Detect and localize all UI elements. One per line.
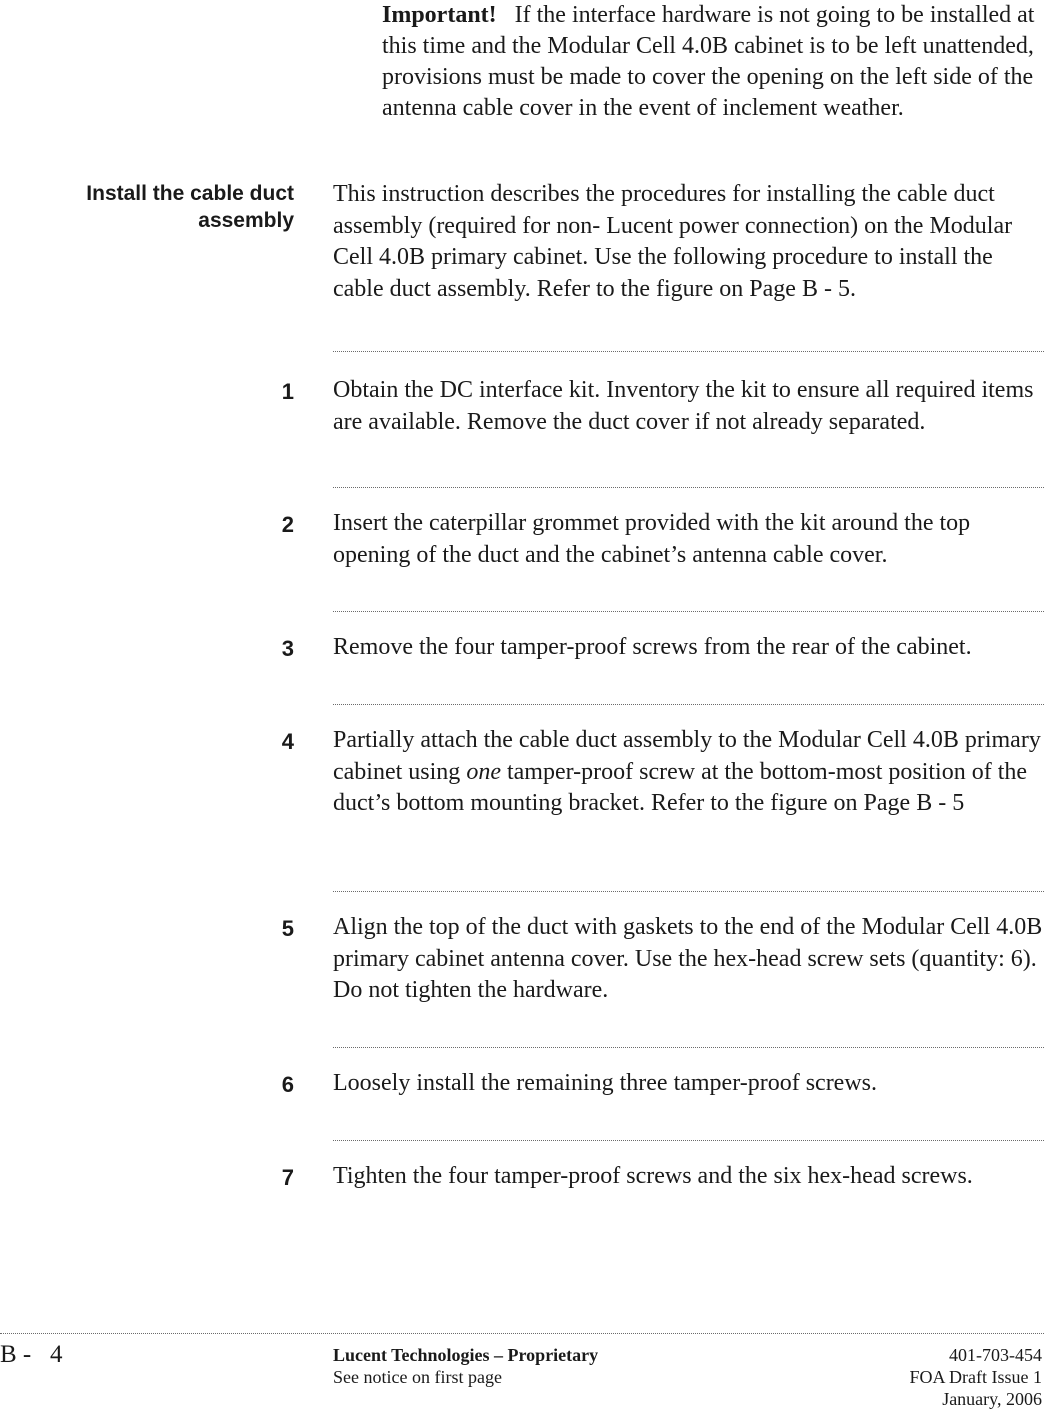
footer-date: January, 2006 bbox=[942, 1389, 1042, 1409]
step-divider bbox=[333, 1047, 1044, 1048]
step-number-2: 2 bbox=[281, 512, 294, 537]
step-number-7: 7 bbox=[281, 1165, 294, 1190]
step-text-3: Remove the four tamper-proof screws from the rear of the cabinet. bbox=[333, 634, 972, 660]
step-divider bbox=[333, 611, 1044, 612]
step-divider bbox=[333, 487, 1044, 488]
step-number-3: 3 bbox=[281, 636, 294, 661]
step-divider bbox=[333, 351, 1044, 352]
footer-proprietary: Lucent Technologies – Proprietary bbox=[333, 1345, 599, 1365]
step-number-1: 1 bbox=[281, 379, 294, 404]
footer-center bbox=[333, 1344, 598, 1388]
footer-divider bbox=[0, 1333, 1044, 1334]
page-number: B - 4 bbox=[0, 1341, 63, 1368]
footer-right bbox=[910, 1344, 1043, 1410]
section-heading-line1: Install the cable duct bbox=[86, 182, 294, 205]
step-4-emphasis: one bbox=[466, 758, 501, 785]
footer-doc-number: 401-703-454 bbox=[949, 1345, 1042, 1365]
footer-notice: See notice on first page bbox=[333, 1367, 502, 1387]
step-number-5: 5 bbox=[281, 916, 294, 941]
section-heading-line2: assembly bbox=[198, 209, 294, 232]
step-number-6: 6 bbox=[281, 1072, 294, 1097]
step-divider bbox=[333, 891, 1044, 892]
step-text-5: Align the top of the duct with gaskets to the end of the Modular Cell 4.0B primary cabinet antenna cover. Use the hex-head screw sets (quantity: 6). Do not tighten the hardware. bbox=[333, 914, 1043, 1003]
step-4-text-before: Partially attach the cable duct assembly to the Modular Cell 4.0B primary cabinet using bbox=[333, 727, 1041, 785]
important-text: If the interface hardware is not going to be installed at this time and the Modular Cell 4.0B cabinet is to be left unattended, provisions must be made to cover the opening on the left side of the antenna cable cover in the event of inclement weather. bbox=[382, 2, 1035, 121]
step-text-1: Obtain the DC interface kit. Inventory the kit to ensure all required items are available. Remove the duct cover if not already separated. bbox=[333, 377, 1034, 435]
important-note bbox=[382, 0, 1042, 124]
important-label: Important! bbox=[382, 2, 497, 28]
step-4-text-after: tamper-proof screw at the bottom-most position of the duct’s bottom mounting bracket. Refer to the figure on Page B - 5 bbox=[333, 758, 1028, 816]
footer-issue: FOA Draft Issue 1 bbox=[909, 1367, 1042, 1387]
step-text-4 bbox=[333, 725, 1043, 820]
step-divider bbox=[333, 704, 1044, 705]
step-text-2: Insert the caterpillar grommet provided with the kit around the top opening of the duct and the cabinet’s antenna cable cover. bbox=[333, 510, 971, 568]
step-text-7: Tighten the four tamper-proof screws and the six hex-head screws. bbox=[333, 1163, 973, 1189]
step-text-6: Loosely install the remaining three tamper-proof screws. bbox=[333, 1070, 878, 1096]
section-heading bbox=[0, 180, 294, 234]
step-divider bbox=[333, 1140, 1044, 1141]
section-intro: This instruction describes the procedures for installing the cable duct assembly (required for non- Lucent power connection) on the Modular Cell 4.0B primary cabinet. Use the following procedure to install the cable duct assembly. Refer to the figure on Page B - 5. bbox=[333, 181, 1013, 302]
step-number-4: 4 bbox=[281, 729, 294, 754]
